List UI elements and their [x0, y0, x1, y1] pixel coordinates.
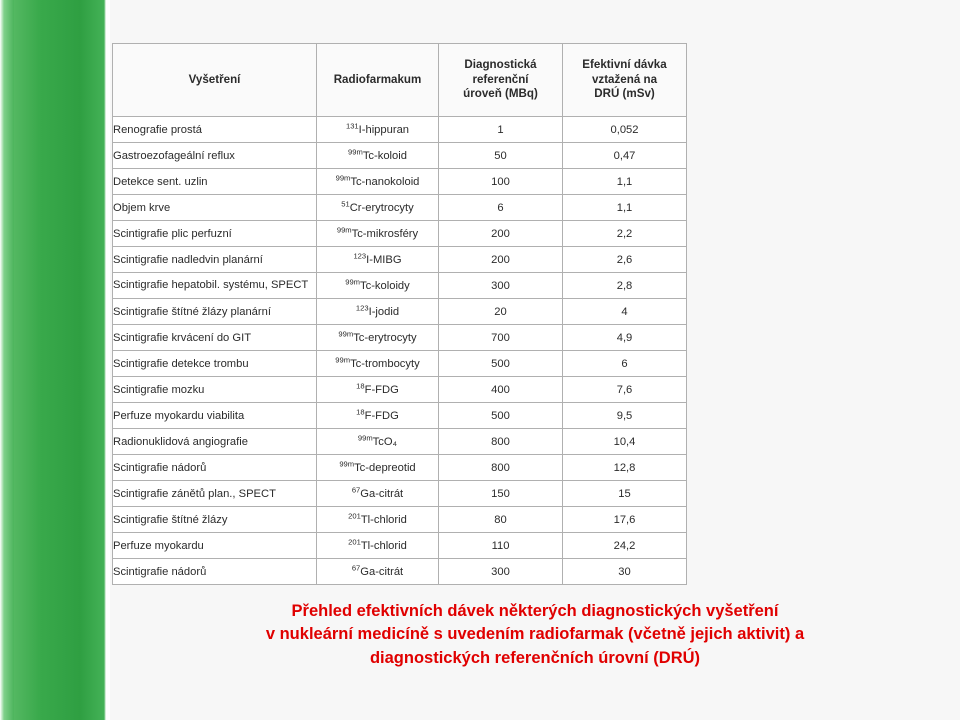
table-row	[113, 533, 687, 559]
header-dose-line-1: Efektivní dávka	[582, 58, 667, 72]
cell-examination: Renografie prostá	[113, 117, 317, 143]
table-row	[113, 377, 687, 403]
cell-effective-dose: 9,5	[563, 403, 687, 429]
caption-line-2: v nukleární medicíně s uvedením radiofarmak (včetně jejich aktivit) a	[265, 625, 805, 644]
cell-radiopharmaceutical	[317, 221, 439, 247]
cell-radiopharmaceutical	[317, 403, 439, 429]
isotope-mass-number: 201	[348, 510, 361, 520]
cell-effective-dose: 17,6	[563, 507, 687, 533]
header-drl-line-1: Diagnostická	[464, 58, 537, 72]
effective-dose-table	[112, 43, 687, 585]
header-examination: Vyšetření	[113, 44, 317, 117]
cell-radiopharmaceutical	[317, 143, 439, 169]
radiopharmaceutical-name: Tc-mikrosféry	[351, 227, 419, 240]
cell-effective-dose: 7,6	[563, 377, 687, 403]
isotope-mass-number: 99m	[335, 354, 351, 364]
isotope-mass-number: 18	[356, 380, 365, 390]
radiopharmaceutical-name: Ga-citrát	[360, 487, 404, 500]
cell-drl: 6	[439, 195, 563, 221]
cell-effective-dose: 0,47	[563, 143, 687, 169]
cell-drl: 150	[439, 481, 563, 507]
cell-drl: 1	[439, 117, 563, 143]
radiopharmaceutical-name: Tl-chlorid	[360, 513, 407, 526]
cell-examination: Scintigrafie štítné žlázy	[113, 507, 317, 533]
cell-radiopharmaceutical	[317, 533, 439, 559]
radiopharmaceutical-name: TcO₄	[372, 435, 398, 448]
cell-examination: Scintigrafie plic perfuzní	[113, 221, 317, 247]
cell-drl: 110	[439, 533, 563, 559]
cell-radiopharmaceutical	[317, 195, 439, 221]
isotope-mass-number: 18	[356, 406, 365, 416]
cell-examination: Scintigrafie štítné žlázy planární	[113, 299, 317, 325]
cell-radiopharmaceutical	[317, 247, 439, 273]
cell-drl: 300	[439, 559, 563, 585]
cell-radiopharmaceutical	[317, 299, 439, 325]
isotope-mass-number: 99m	[335, 172, 351, 182]
cell-radiopharmaceutical	[317, 455, 439, 481]
cell-effective-dose: 2,6	[563, 247, 687, 273]
radiopharmaceutical-name: Tc-nanokoloid	[350, 175, 420, 188]
radiopharmaceutical-name: F-FDG	[364, 409, 399, 422]
effective-dose-table-wrapper	[112, 43, 686, 585]
cell-radiopharmaceutical	[317, 481, 439, 507]
slide-caption	[110, 600, 960, 670]
cell-effective-dose: 6	[563, 351, 687, 377]
cell-effective-dose: 2,8	[563, 273, 687, 299]
cell-effective-dose: 4,9	[563, 325, 687, 351]
isotope-mass-number: 99m	[345, 276, 361, 286]
isotope-mass-number: 99m	[357, 432, 373, 442]
cell-examination: Scintigrafie hepatobil. systému, SPECT	[113, 273, 317, 299]
left-green-accent-stripe	[0, 0, 14, 720]
cell-effective-dose: 24,2	[563, 533, 687, 559]
cell-effective-dose: 0,052	[563, 117, 687, 143]
left-green-band	[0, 0, 108, 720]
cell-effective-dose: 1,1	[563, 169, 687, 195]
cell-radiopharmaceutical	[317, 429, 439, 455]
cell-examination: Detekce sent. uzlin	[113, 169, 317, 195]
cell-examination: Gastroezofageální reflux	[113, 143, 317, 169]
cell-drl: 100	[439, 169, 563, 195]
cell-drl: 700	[439, 325, 563, 351]
table-row	[113, 247, 687, 273]
cell-drl: 500	[439, 403, 563, 429]
cell-radiopharmaceutical	[317, 273, 439, 299]
cell-effective-dose: 12,8	[563, 455, 687, 481]
table-row	[113, 507, 687, 533]
radiopharmaceutical-name: F-FDG	[364, 383, 399, 396]
cell-examination: Objem krve	[113, 195, 317, 221]
cell-examination: Radionuklidová angiografie	[113, 429, 317, 455]
table-row	[113, 403, 687, 429]
cell-radiopharmaceutical	[317, 559, 439, 585]
table-row	[113, 481, 687, 507]
table-body	[113, 117, 687, 585]
cell-effective-dose: 30	[563, 559, 687, 585]
radiopharmaceutical-name: Tc-erytrocyty	[353, 331, 417, 344]
table-row	[113, 455, 687, 481]
isotope-mass-number: 67	[351, 562, 361, 572]
cell-radiopharmaceutical	[317, 325, 439, 351]
cell-examination: Perfuze myokardu	[113, 533, 317, 559]
cell-examination: Scintigrafie nadledvin planární	[113, 247, 317, 273]
radiopharmaceutical-name: Tc-trombocyty	[350, 357, 420, 370]
cell-examination: Scintigrafie zánětů plan., SPECT	[113, 481, 317, 507]
table-row	[113, 429, 687, 455]
header-drl-line-2: referenční	[472, 72, 529, 86]
cell-examination: Perfuze myokardu viabilita	[113, 403, 317, 429]
radiopharmaceutical-name: I-MIBG	[366, 253, 402, 266]
header-radiopharmaceutical: Radiofarmakum	[317, 44, 439, 117]
cell-radiopharmaceutical	[317, 117, 439, 143]
isotope-mass-number: 99m	[336, 224, 352, 234]
table-row	[113, 273, 687, 299]
table-row	[113, 143, 687, 169]
isotope-mass-number: 131	[345, 120, 359, 130]
cell-effective-dose: 2,2	[563, 221, 687, 247]
radiopharmaceutical-name: I-hippuran	[358, 123, 410, 136]
radiopharmaceutical-name: I-jodid	[368, 305, 400, 318]
cell-drl: 80	[439, 507, 563, 533]
cell-radiopharmaceutical	[317, 169, 439, 195]
cell-effective-dose: 15	[563, 481, 687, 507]
table-row	[113, 117, 687, 143]
table-row	[113, 559, 687, 585]
isotope-mass-number: 99m	[339, 458, 355, 468]
header-effective-dose	[563, 44, 687, 117]
cell-drl: 200	[439, 247, 563, 273]
cell-examination: Scintigrafie detekce trombu	[113, 351, 317, 377]
cell-radiopharmaceutical	[317, 507, 439, 533]
table-row	[113, 221, 687, 247]
cell-drl: 300	[439, 273, 563, 299]
cell-drl: 800	[439, 455, 563, 481]
isotope-mass-number: 123	[353, 250, 367, 260]
header-dose-line-2: vztažená na	[591, 72, 658, 86]
cell-effective-dose: 4	[563, 299, 687, 325]
cell-examination: Scintigrafie krvácení do GIT	[113, 325, 317, 351]
cell-radiopharmaceutical	[317, 351, 439, 377]
table-row	[113, 195, 687, 221]
cell-drl: 400	[439, 377, 563, 403]
header-drl-line-3: úroveň (MBq)	[463, 87, 538, 101]
cell-radiopharmaceutical	[317, 377, 439, 403]
caption-line-1: Přehled efektivních dávek některých diagnostických vyšetření	[291, 602, 779, 620]
radiopharmaceutical-name: Tc-koloidy	[360, 279, 410, 292]
cell-drl: 500	[439, 351, 563, 377]
caption-line-3: diagnostických referenčních úrovní (DRÚ)	[369, 648, 701, 667]
isotope-mass-number: 123	[355, 302, 369, 312]
radiopharmaceutical-name: Tl-chlorid	[360, 539, 407, 552]
radiopharmaceutical-name: Cr-erytrocyty	[349, 201, 414, 214]
radiopharmaceutical-name: Ga-citrát	[360, 565, 404, 578]
table-header-row	[113, 44, 687, 117]
table-row	[113, 325, 687, 351]
cell-examination: Scintigrafie nádorů	[113, 455, 317, 481]
table-row	[113, 299, 687, 325]
table-header	[113, 44, 687, 117]
table-row	[113, 351, 687, 377]
isotope-mass-number: 201	[348, 536, 361, 546]
table-row	[113, 169, 687, 195]
cell-drl: 800	[439, 429, 563, 455]
cell-effective-dose: 10,4	[563, 429, 687, 455]
isotope-mass-number: 99m	[348, 146, 363, 156]
radiopharmaceutical-name: Tc-depreotid	[354, 461, 416, 474]
cell-drl: 20	[439, 299, 563, 325]
cell-effective-dose: 1,1	[563, 195, 687, 221]
cell-examination: Scintigrafie mozku	[113, 377, 317, 403]
header-diagnostic-reference-level	[439, 44, 563, 117]
isotope-mass-number: 51	[341, 198, 350, 208]
cell-examination: Scintigrafie nádorů	[113, 559, 317, 585]
cell-drl: 50	[439, 143, 563, 169]
header-dose-line-3: DRÚ (mSv)	[594, 87, 655, 101]
radiopharmaceutical-name: Tc-koloid	[362, 149, 407, 162]
cell-drl: 200	[439, 221, 563, 247]
isotope-mass-number: 67	[351, 484, 361, 494]
isotope-mass-number: 99m	[338, 328, 354, 338]
